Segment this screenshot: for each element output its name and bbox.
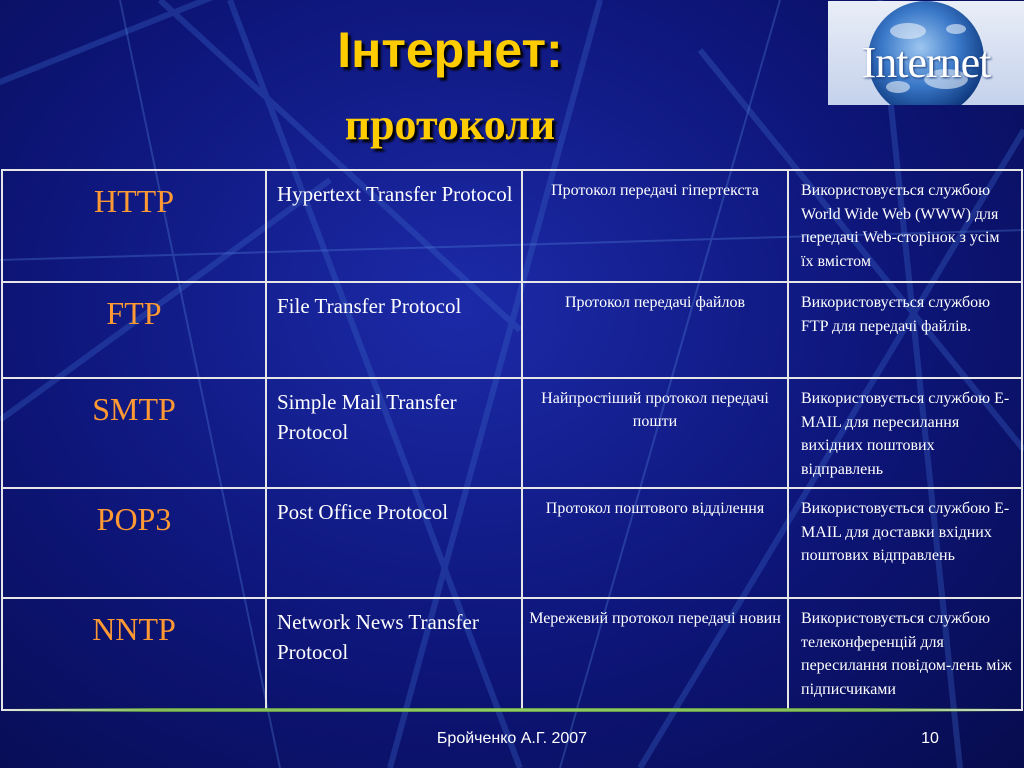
protocol-ukr-name: Протокол передачі гіпертекста [522,170,788,282]
table-row [2,170,1022,282]
protocol-full-name: File Transfer Protocol [266,282,522,378]
protocol-ukr-name: Протокол поштового відділення [522,488,788,598]
protocol-abbr: FTP [2,282,266,378]
protocol-full-name: Simple Mail Transfer Protocol [266,378,522,488]
protocol-abbr: SMTP [2,378,266,488]
table-row [2,282,1022,378]
protocol-ukr-name: Мережевий протокол передачі новин [522,598,788,710]
protocol-description: Використовується службою E-MAIL для доставки вхідних поштових відправлень [788,488,1022,598]
protocol-full-name: Hypertext Transfer Protocol [266,170,522,282]
protocol-abbr: NNTP [2,598,266,710]
protocol-description: Використовується службою World Wide Web (WWW) для передачі Web-сторінок з усім їх вмістом [788,170,1022,282]
table-row [2,488,1022,598]
protocol-ukr-name: Протокол передачі файлов [522,282,788,378]
table-row [2,598,1022,710]
page-number: 10 [921,730,939,747]
slide-subtitle: протоколи [344,100,556,149]
internet-logo [828,1,1024,105]
protocol-description: Використовується службою E-MAIL для пересилання вихідних поштових відправлень [788,378,1022,488]
protocols-table [1,169,1023,711]
protocol-ukr-name: Найпростіший протокол передачі пошти [522,378,788,488]
protocol-full-name: Network News Transfer Protocol [266,598,522,710]
logo-text: Internet [861,38,991,87]
protocol-abbr: HTTP [2,170,266,282]
protocol-full-name: Post Office Protocol [266,488,522,598]
slide-title: Інтернет: [337,22,563,78]
table-row [2,378,1022,488]
protocol-description: Використовується службою FTP для передачі файлів. [788,282,1022,378]
protocol-description: Використовується службою телеконференцій для пересилання повідом-лень між підписчиками [788,598,1022,710]
protocol-abbr: POP3 [2,488,266,598]
footer-divider [0,708,1024,712]
footer-author: Бройченко А.Г. 2007 [436,730,588,747]
